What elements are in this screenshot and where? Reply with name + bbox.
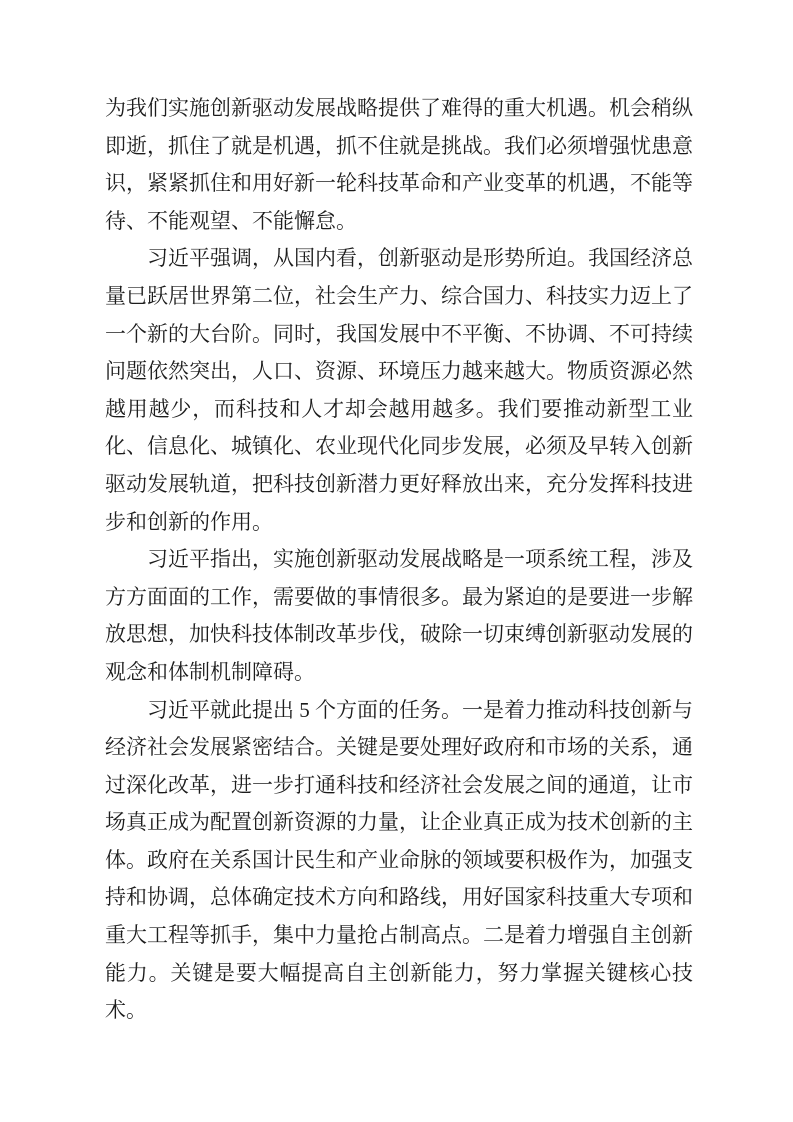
paragraph-1: 为我们实施创新驱动发展战略提供了难得的重大机遇。机会稍纵即逝，抓住了就是机遇，抓不住就是挑战。我们必须增强忧患意识，紧紧抓住和用好新一轮科技革命和产业变革的机遇，不能等待、不能观望、不能懈怠。 [105,96,693,233]
paragraph-3: 习近平指出，实施创新驱动发展战略是一项系统工程，涉及方方面面的工作，需要做的事情很多。最为紧迫的是要进一步解放思想，加快科技体制改革步伐，破除一切束缚创新驱动发展的观念和体制机制障碍。 [105,547,693,684]
paragraph-2: 习近平强调，从国内看，创新驱动是形势所迫。我国经济总量已跃居世界第二位，社会生产力、综合国力、科技实力迈上了一个新的大台阶。同时，我国发展中不平衡、不协调、不可持续问题依然突出，人口、资源、环境压力越来越大。物质资源必然越用越少，而科技和人才却会越用越多。我们要推动新型工业化、信息化、城镇化、农业现代化同步发展，必须及早转入创新驱动发展轨道，把科技创新潜力更好释放出来，充分发挥科技进步和创新的作用。 [105,246,693,534]
document-body [105,90,693,1030]
paragraph-4: 习近平就此提出 5 个方面的任务。一是着力推动科技创新与经济社会发展紧密结合。关键是要处理好政府和市场的关系，通过深化改革，进一步打通科技和经济社会发展之间的通道，让市场真正成为配置创新资源的力量，让企业真正成为技术创新的主体。政府在关系国计民生和产业命脉的领域要积极作为，加强支持和协调，总体确定技术方向和路线，用好国家科技重大专项和重大工程等抓手，集中力量抢占制高点。二是着力增强自主创新能力。关键是要大幅提高自主创新能力，努力掌握关键核心技术。 [105,697,693,1023]
